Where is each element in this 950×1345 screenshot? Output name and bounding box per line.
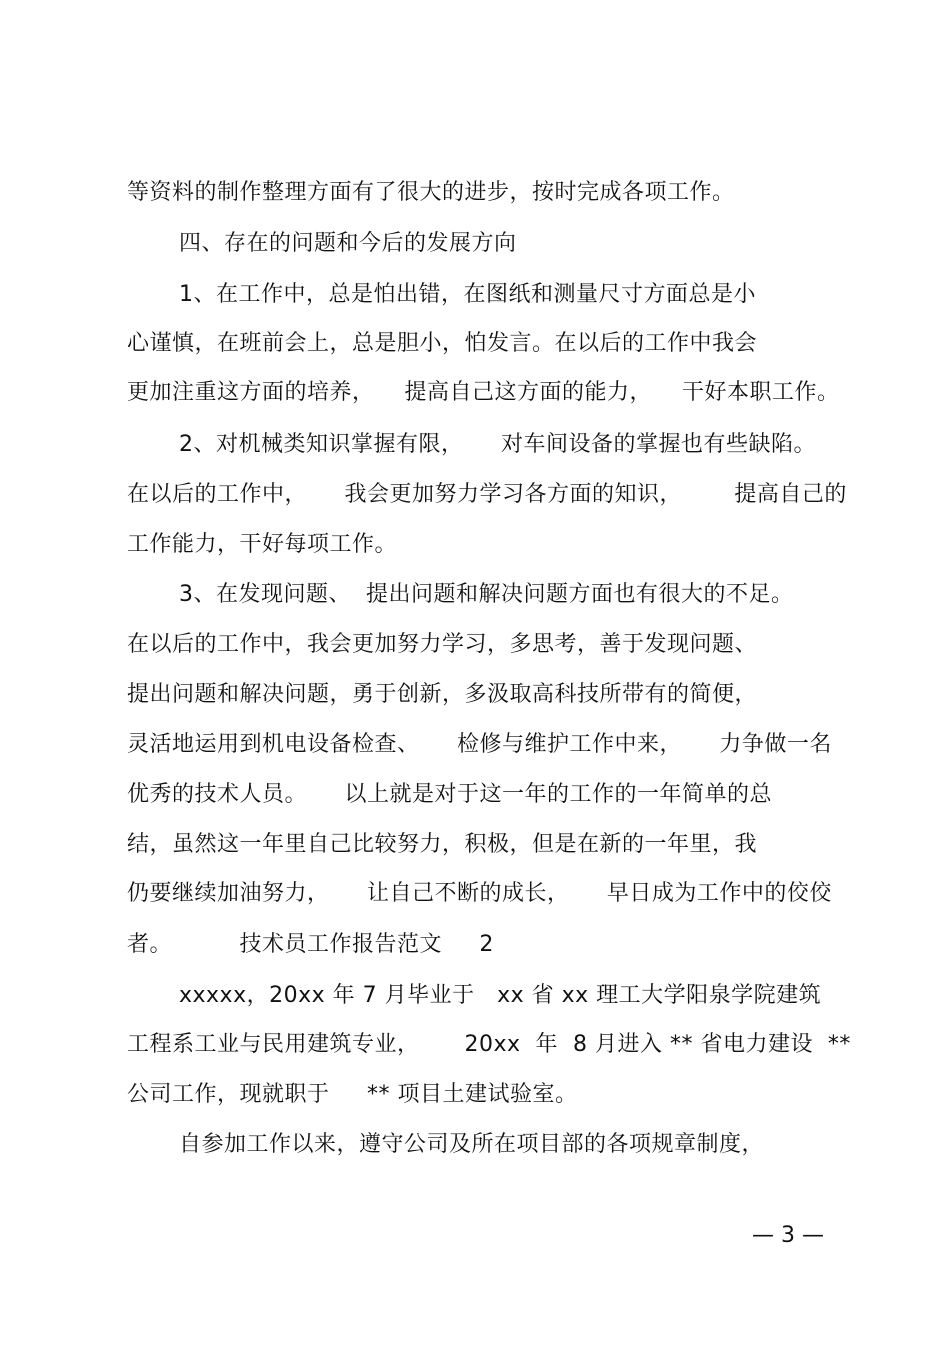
text-line: 仍要继续加油努力， 让自己不断的成长， 早日成为工作中的佼佼 xyxy=(127,881,832,906)
text-line: xxxxx，20xx 年 7 月毕业于 xx 省 xx 理工大学阳泉学院建筑 xyxy=(179,983,822,1008)
page-number: — 3 — xyxy=(752,1223,824,1248)
text-line: 在以后的工作中， 我会更加努力学习各方面的知识， 提高自己的 xyxy=(127,482,847,507)
text-line: 结，虽然这一年里自己比较努力，积极，但是在新的一年里，我 xyxy=(127,832,758,857)
text-line: 1、在工作中，总是怕出错，在图纸和测量尺寸方面总是小 xyxy=(179,282,756,307)
text-line: 更加注重这方面的培养， 提高自己这方面的能力， 干好本职工作。 xyxy=(127,380,840,405)
text-line: 在以后的工作中，我会更加努力学习，多思考，善于发现问题、 xyxy=(127,632,758,657)
text-line: 工程系工业与民用建筑专业， 20xx 年 8 月进入 ** 省电力建设 ** xyxy=(127,1032,851,1057)
text-line: 者。 技术员工作报告范文 2 xyxy=(127,932,494,957)
text-line: 3、在发现问题、 提出问题和解决问题方面也有很大的不足。 xyxy=(179,582,794,607)
text-line: 公司工作，现就职于 ** 项目土建试验室。 xyxy=(127,1082,578,1107)
text-line: 心谨慎，在班前会上，总是胆小，怕发言。在以后的工作中我会 xyxy=(127,331,758,356)
text-line: 灵活地运用到机电设备检查、 检修与维护工作中来， 力争做一名 xyxy=(127,732,832,757)
text-line: 2、对机械类知识掌握有限， 对车间设备的掌握也有些缺陷。 xyxy=(179,432,816,457)
text-line: 等资料的制作整理方面有了很大的进步，按时完成各项工作。 xyxy=(127,180,735,205)
section-heading: 四、存在的问题和今后的发展方向 xyxy=(179,231,517,256)
text-line: 提出问题和解决问题，勇于创新，多汲取高科技所带有的简便， xyxy=(127,682,758,707)
text-line: 自参加工作以来，遵守公司及所在项目部的各项规章制度， xyxy=(179,1132,765,1157)
text-line: 优秀的技术人员。 以上就是对于这一年的工作的一年简单的总 xyxy=(127,782,772,807)
text-line: 工作能力，干好每项工作。 xyxy=(127,532,398,557)
